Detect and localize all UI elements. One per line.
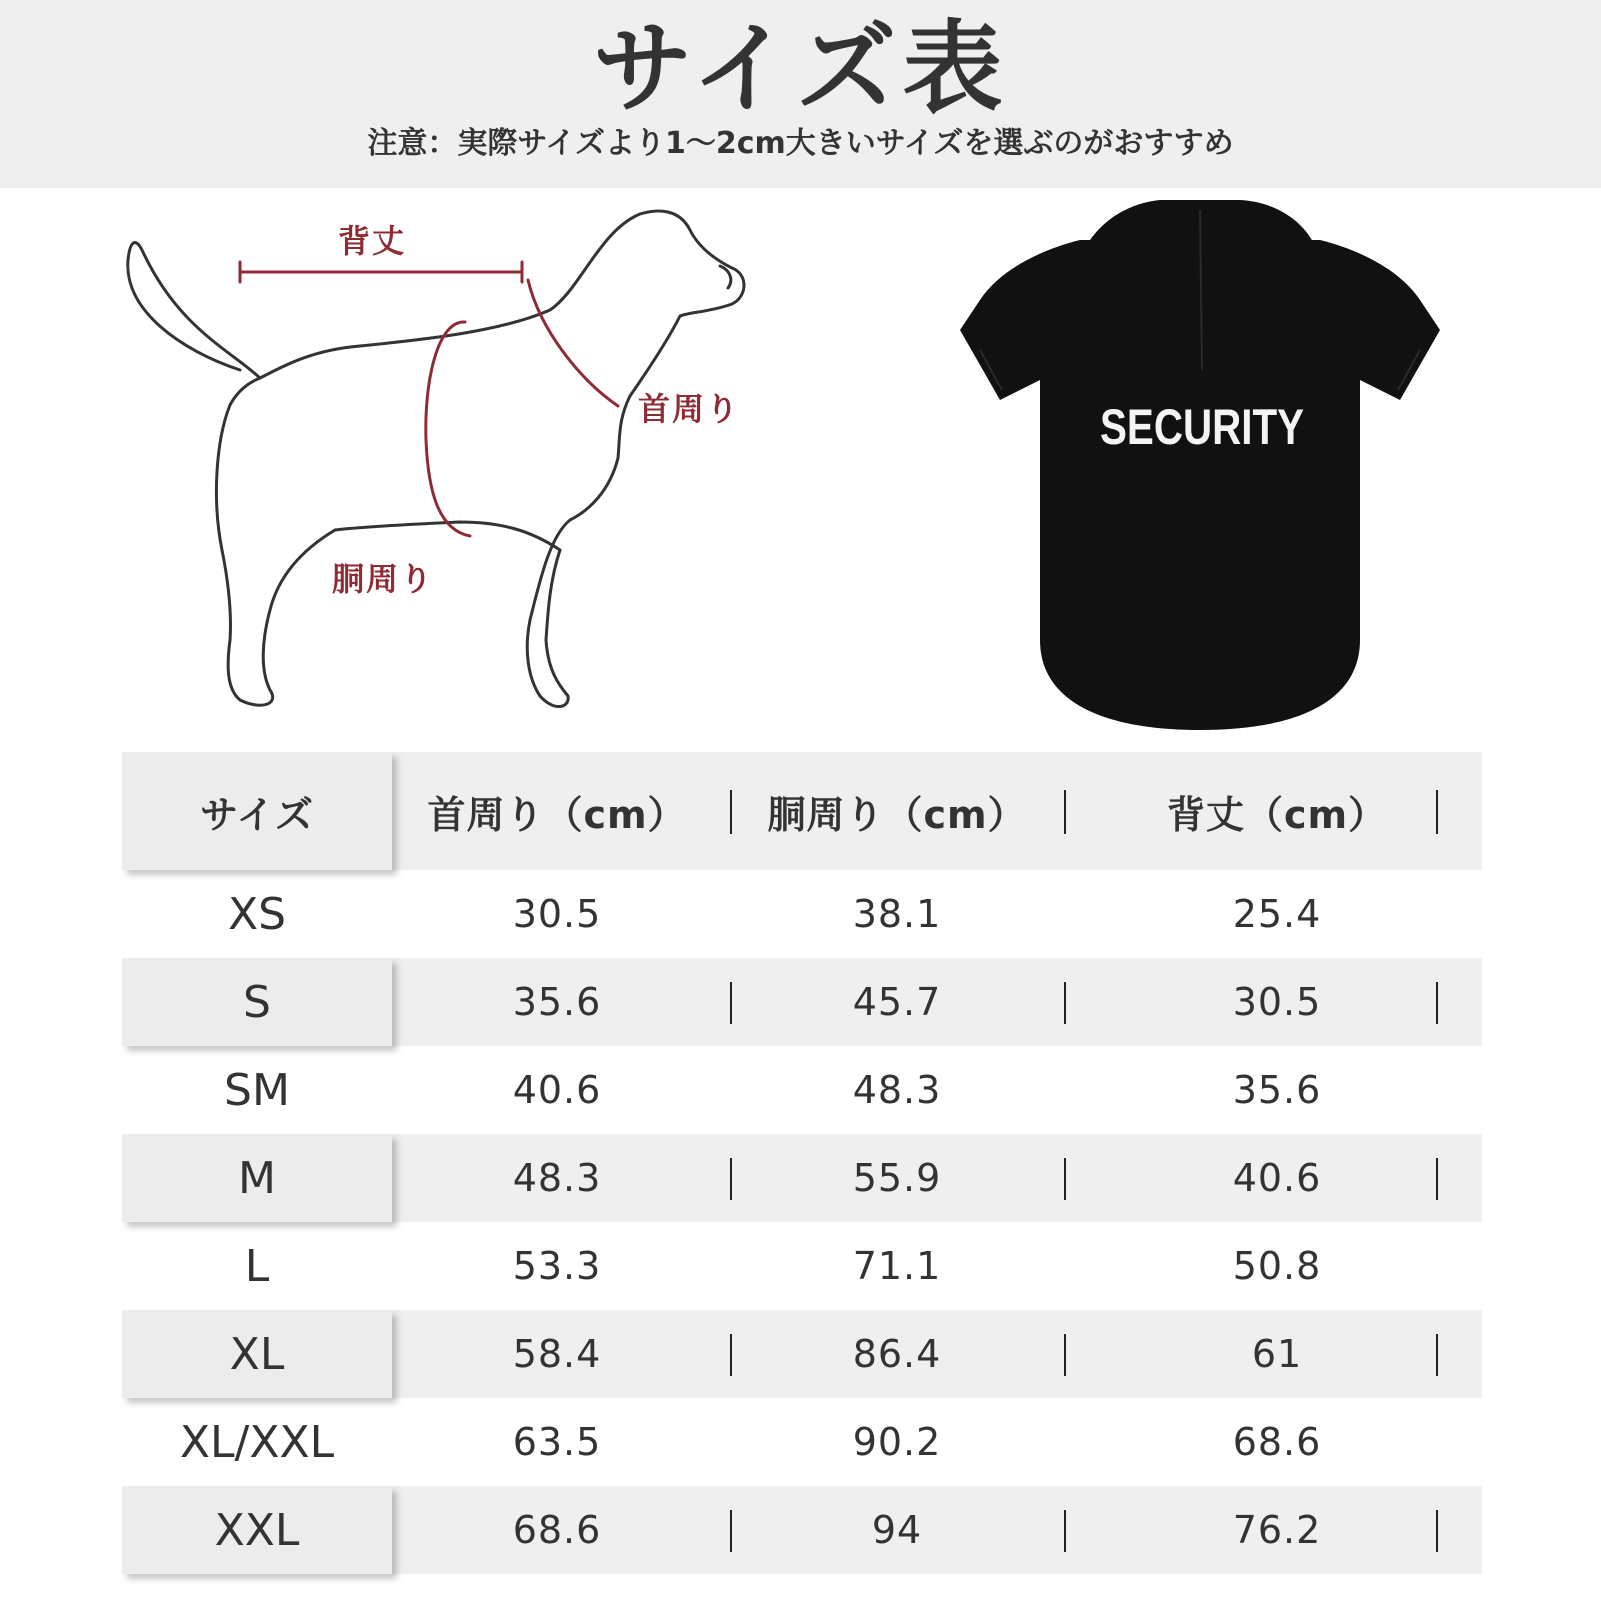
back-cell: 68.6 [1232, 1420, 1322, 1464]
header-cell-chest: 胴周り（cm） [767, 792, 1027, 837]
column-divider [730, 1158, 732, 1200]
back-cell: 76.2 [1232, 1508, 1322, 1552]
column-divider [730, 790, 732, 834]
size-cell: XL/XXL [179, 1416, 335, 1468]
header-band [0, 0, 1601, 188]
chest-cell: 94 [871, 1508, 923, 1552]
table-header-row [122, 752, 1482, 870]
size-cell: S [122, 958, 392, 1046]
neck-cell: 48.3 [512, 1156, 602, 1200]
column-divider [1436, 1334, 1438, 1376]
table-row [122, 870, 1482, 958]
chest-cell: 38.1 [852, 892, 942, 936]
column-divider [1064, 1158, 1066, 1200]
column-divider [1436, 790, 1438, 834]
hoodie-print-text: SECURITY [1100, 399, 1304, 455]
back-cell: 25.4 [1232, 892, 1322, 936]
chest-cell: 45.7 [852, 980, 942, 1024]
size-cell: SM [224, 1064, 290, 1116]
back-cell: 50.8 [1232, 1244, 1322, 1288]
chest-label: 胴周り [332, 560, 435, 598]
hoodie-product-image [940, 200, 1460, 740]
chest-cell: 86.4 [852, 1332, 942, 1376]
column-divider [730, 982, 732, 1024]
back-cell: 35.6 [1232, 1068, 1322, 1112]
size-table [122, 752, 1482, 1574]
back-cell: 61 [1251, 1332, 1303, 1376]
table-row [122, 958, 1482, 1046]
dog-outline-illustration [120, 200, 840, 740]
column-divider [1064, 982, 1066, 1024]
column-divider [1064, 790, 1066, 834]
chest-cell: 71.1 [852, 1244, 942, 1288]
table-row [122, 1398, 1482, 1486]
size-cell: M [122, 1134, 392, 1222]
neck-cell: 63.5 [512, 1420, 602, 1464]
neck-label: 首周り [638, 390, 741, 428]
neck-cell: 53.3 [512, 1244, 602, 1288]
table-row [122, 1046, 1482, 1134]
table-row [122, 1310, 1482, 1398]
back-cell: 30.5 [1232, 980, 1322, 1024]
neck-cell: 40.6 [512, 1068, 602, 1112]
column-divider [730, 1334, 732, 1376]
size-cell: XXL [122, 1486, 392, 1574]
chest-cell: 55.9 [852, 1156, 942, 1200]
table-row [122, 1134, 1482, 1222]
neck-cell: 68.6 [512, 1508, 602, 1552]
measurement-figure [120, 200, 1480, 740]
table-row [122, 1222, 1482, 1310]
header-cell-back: 背丈（cm） [1166, 792, 1388, 837]
column-divider [1436, 1158, 1438, 1200]
sizing-note: 注意：実際サイズより1～2cm大きいサイズを選ぶのがおすすめ [367, 126, 1234, 161]
neck-cell: 35.6 [512, 980, 602, 1024]
column-divider [730, 1510, 732, 1552]
column-divider [1436, 982, 1438, 1024]
chest-cell: 90.2 [852, 1420, 942, 1464]
column-divider [1064, 1334, 1066, 1376]
column-divider [1436, 1510, 1438, 1552]
back-length-label: 背丈 [338, 222, 407, 260]
header-cell-neck: 首周り（cm） [427, 792, 687, 837]
column-divider [1064, 1510, 1066, 1552]
size-cell: XS [227, 888, 287, 940]
neck-cell: 58.4 [512, 1332, 602, 1376]
header-cell-size: サイズ [122, 752, 392, 870]
chest-cell: 48.3 [852, 1068, 942, 1112]
size-cell: L [244, 1240, 270, 1292]
table-row [122, 1486, 1482, 1574]
back-cell: 40.6 [1232, 1156, 1322, 1200]
page-title: サイズ表 [592, 10, 1009, 127]
size-cell: XL [122, 1310, 392, 1398]
neck-cell: 30.5 [512, 892, 602, 936]
